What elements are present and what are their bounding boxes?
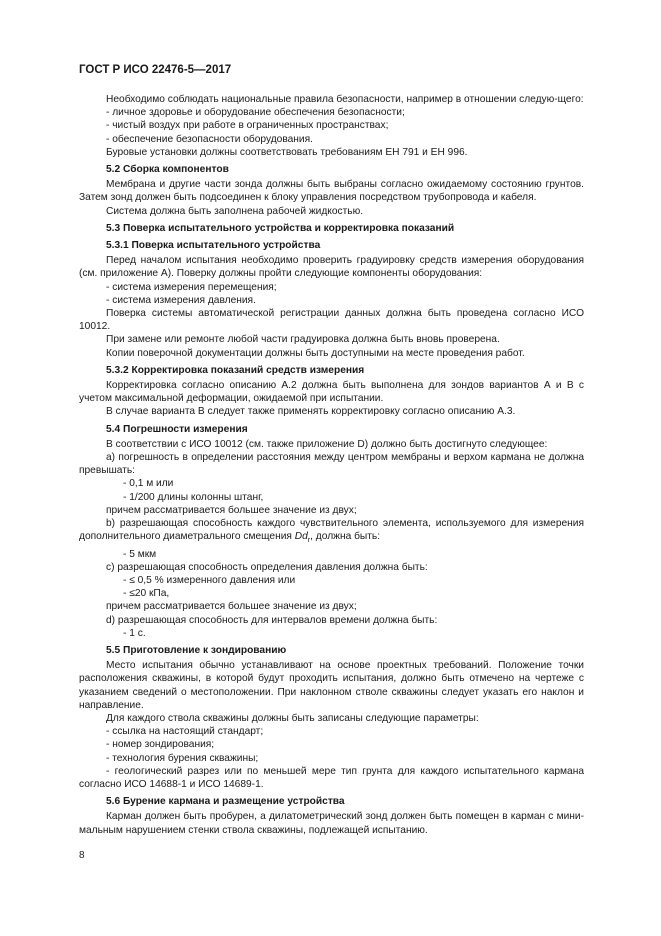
sub-list-item: - ≤20 кПа, — [123, 588, 170, 600]
document-header: ГОСТ Р ИСО 22476-5—2017 — [79, 64, 232, 76]
paragraph: В соответствии с ИСО 10012 (см. также приложение D) должно быть достигнуто следующее: — [106, 438, 548, 450]
list-item-c: с) разрешающая способность определения давления должна быть: — [106, 561, 428, 573]
paragraph: Необходимо соблюдать национальные правила безопасности, например в отношении следую-щего: — [106, 94, 584, 105]
list-item: - ссылка на настоящий стандарт; — [106, 726, 264, 738]
section-heading-5-3-1: 5.3.1 Поверка испытательного устройства — [106, 240, 321, 252]
list-item-b-text: b) разрешающая способность каждого чувствительного элемента, используемого для измерения дополнительного диаметрального смещения — [79, 518, 584, 543]
list-item: - номер зондирования; — [106, 739, 215, 751]
list-item-b — [79, 517, 584, 547]
section-heading-5-3-2: 5.3.2 Корректировка показаний средств измерения — [106, 364, 365, 376]
paragraph: Перед началом испытания необходимо проверить градуировку средств измерения оборудования (см. приложение А). Поверку должны пройти следующие компоненты оборудования: — [79, 255, 584, 280]
sub-list-item: - 1/200 длины колонны штанг, — [123, 491, 264, 503]
list-item: - чистый воздух при работе в ограниченных пространствах; — [106, 120, 389, 132]
paragraph: Карман должен быть пробурен, а дилатометрический зонд должен быть помещен в карман с мини-мальным нарушением стенки ствола скважины, подлежащей испытанию. — [79, 811, 584, 836]
paragraph: Копии поверочной документации должны быть доступными на месте проведения работ. — [106, 347, 525, 359]
section-heading-5-2: 5.2 Сборка компонентов — [106, 164, 229, 176]
page-number: 8 — [79, 850, 85, 861]
paragraph: Корректировка согласно описанию А.2 должна быть выполнена для зондов вариантов А и В с учетом максимальной деформации, ожидаемой при испытании. — [79, 380, 584, 405]
paragraph: причем рассматривается большее значение из двух; — [106, 601, 357, 613]
list-item: - личное здоровье и оборудование обеспечения безопасности; — [106, 107, 405, 119]
paragraph: Буровые установки должны соответствовать требованиям ЕН 791 и ЕН 996. — [106, 146, 468, 158]
list-item: - система измерения давления. — [106, 294, 256, 306]
paragraph: Мембрана и другие части зонда должны быть выбраны согласно ожидаемому состоянию грунтов. Затем зонд должен быть подсоединен к блоку управления посредством трубопровода и кабеля. — [79, 179, 584, 204]
sub-list-item: - 1 с. — [123, 627, 146, 639]
symbol-dd-subscript: r — [307, 537, 311, 545]
list-item-b-tail: , должна быть: — [310, 531, 381, 543]
section-heading-5-6: 5.6 Бурение кармана и размещение устройства — [106, 796, 345, 808]
list-item: - технология бурения скважины; — [106, 752, 259, 764]
paragraph: Система должна быть заполнена рабочей жидкостью. — [106, 205, 364, 217]
list-item-a: а) погрешность в определении расстояния между центром мембраны и верхом кармана не должна превышать: — [79, 452, 584, 477]
paragraph: Поверка системы автоматической регистрации данных должна быть проведена согласно ИСО 10012. — [79, 308, 584, 333]
list-item: - обеспечение безопасности оборудования. — [106, 133, 313, 145]
section-heading-5-4: 5.4 Погрешности измерения — [106, 423, 248, 435]
section-heading-5-3: 5.3 Поверка испытательного устройства и корректировка показаний — [106, 222, 455, 234]
paragraph: Для каждого ствола скважины должны быть записаны следующие параметры: — [106, 712, 479, 724]
document-body — [79, 93, 584, 837]
list-item: - геологический разрез или по меньшей мере тип грунта для каждого испытательного кармана согласно ИСО 14688-1 и ИСО 14689-1. — [79, 765, 584, 790]
sub-list-item: - 5 мкм — [123, 548, 157, 560]
paragraph: В случае варианта В следует также применять корректировку согласно описанию А.3. — [106, 406, 516, 418]
symbol-dd: Dd — [294, 531, 308, 543]
sub-list-item: - ≤ 0,5 % измеренного давления или — [123, 574, 296, 586]
paragraph: причем рассматривается большее значение из двух; — [106, 504, 357, 516]
paragraph: Место испытания обычно устанавливают на основе проектных требований. Положение точки расположения скважины, в которой будут проходить испытания, должно быть отмечено на чертеже с указанием сведений о местоположении. При наклонном стволе скважины следует указать его наклон и направление. — [79, 660, 584, 711]
paragraph: При замене или ремонте любой части градуировка должна быть вновь проверена. — [106, 334, 500, 346]
sub-list-item: - 0,1 м или — [123, 478, 174, 490]
list-item-d: d) разрешающая способность для интервалов времени должна быть: — [106, 614, 438, 626]
list-item: - система измерения перемещения; — [106, 281, 277, 293]
section-heading-5-5: 5.5 Приготовление к зондированию — [106, 644, 287, 656]
